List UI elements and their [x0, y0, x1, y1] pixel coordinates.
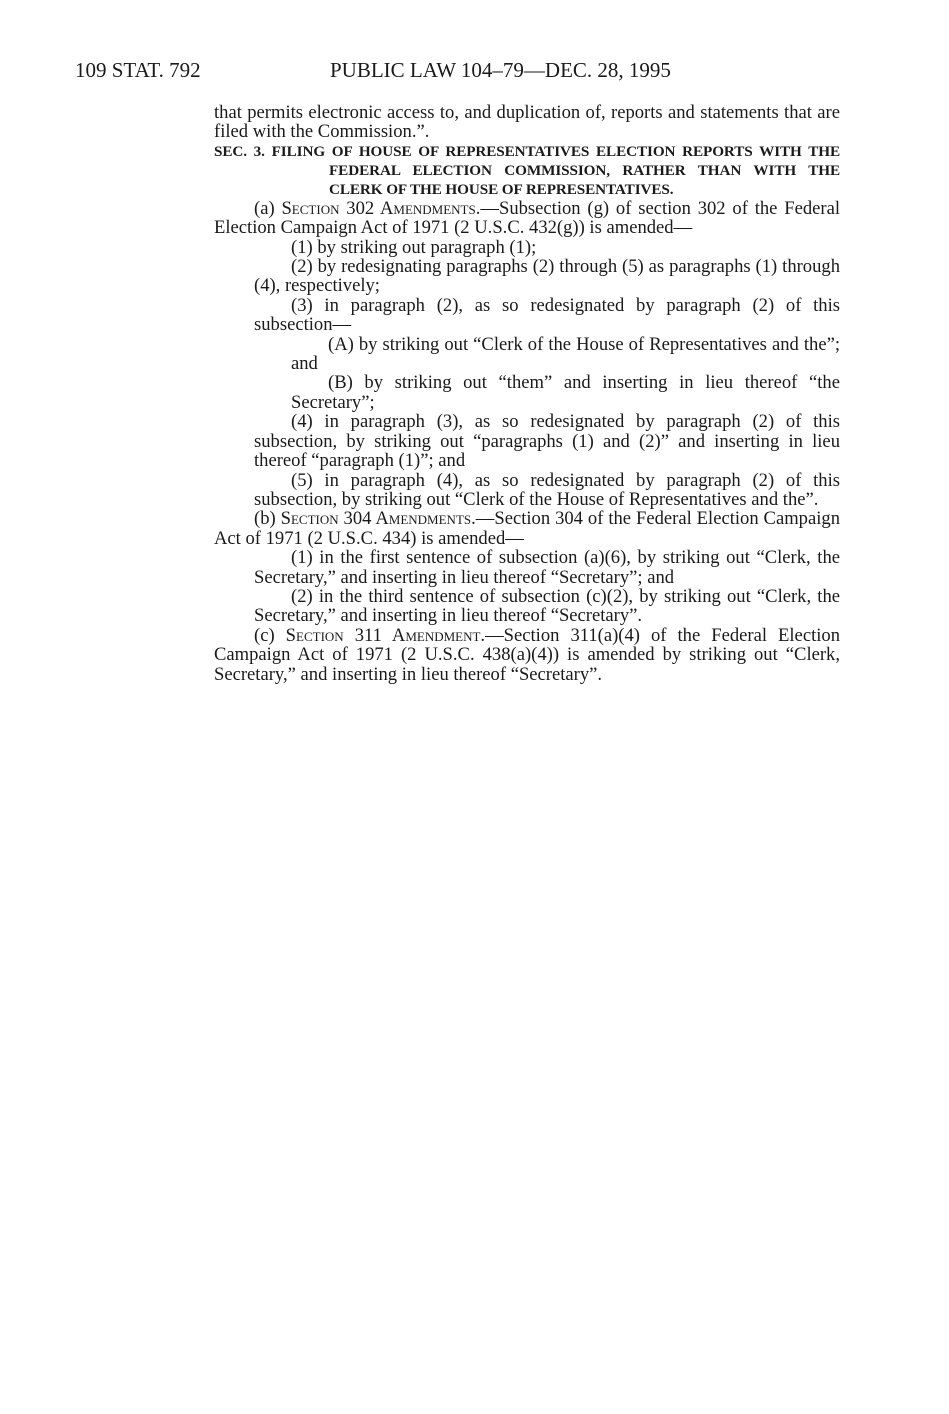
subsection-b-text: —Section 304 of the Federal Election Campaign Act of 1971 (2 U.S.C. 434) is amended—	[214, 508, 840, 549]
subsection-c	[214, 626, 840, 684]
paragraph-item: (1) in the first sentence of subsection (a)(6), by striking out “Clerk, the Secretary,” and inserting in lieu thereof “Secretary”; and	[254, 547, 840, 588]
paragraph-item: (5) in paragraph (4), as so redesignated by paragraph (2) of this subsection, by striking out “Clerk of the House of Representatives and the”.	[254, 469, 840, 510]
subsection-a-caption: Section 302 Amendments.	[281, 197, 481, 219]
subsection-a-label: (a)	[254, 197, 282, 219]
statute-page-reference: 109 STAT. 792	[75, 58, 201, 82]
subsection-b-caption: Section 304 Amendments.	[280, 508, 476, 530]
subsection-b-label: (b)	[254, 508, 281, 530]
subparagraph-item: (B) by striking out “them” and inserting in lieu thereof “the Secretary”;	[291, 372, 840, 413]
running-head	[75, 58, 795, 88]
paragraph-item: (1) by striking out paragraph (1);	[291, 236, 537, 258]
paragraph-item: (2) in the third sentence of subsection (c)(2), by striking out “Clerk, the Secretary,” and inserting in lieu thereof “Secretary”.	[254, 585, 840, 627]
paragraph-item: (4) in paragraph (3), as so redesignated by paragraph (2) of this subsection, by striking out “paragraphs (1) and (2)” and inserting in lieu thereof “paragraph (1)”; and	[254, 411, 840, 472]
subsection-c-text: —Section 311(a)(4) of the Federal Election Campaign Act of 1971 (2 U.S.C. 438(a)(4)) is amended by striking out “Clerk, Secretary,” and inserting in lieu thereof “Secretary”.	[214, 624, 840, 685]
paragraph-item: (3) in paragraph (2), as so redesignated by paragraph (2) of this subsection—	[254, 294, 840, 336]
subsection-a	[214, 199, 840, 238]
subsection-c-label: (c)	[254, 624, 286, 646]
section-heading: SEC. 3. FILING OF HOUSE OF REPRESENTATIVES ELECTION REPORTS WITH THE FEDERAL ELECTION COMMISSION, RATHER THAN WITH THE CLERK OF THE HOUSE OF REPRESENTATIVES.	[214, 142, 840, 198]
paragraph-item: (2) by redesignating paragraphs (2) through (5) as paragraphs (1) through (4), respectively;	[254, 256, 840, 297]
subsection-b	[214, 509, 840, 548]
continuation-paragraph: that permits electronic access to, and duplication of, reports and statements that are filed with the Commission.”.	[214, 102, 840, 143]
body-text	[214, 103, 840, 684]
subsection-c-caption: Section 311 Amendment.	[285, 624, 486, 646]
subparagraph-item: (A) by striking out “Clerk of the House of Representatives and the”; and	[291, 333, 840, 375]
public-law-reference: PUBLIC LAW 104–79—DEC. 28, 1995	[330, 58, 671, 82]
subsection-a-text: —Subsection (g) of section 302 of the Federal Election Campaign Act of 1971 (2 U.S.C. 432(g)) is amended—	[214, 197, 841, 239]
